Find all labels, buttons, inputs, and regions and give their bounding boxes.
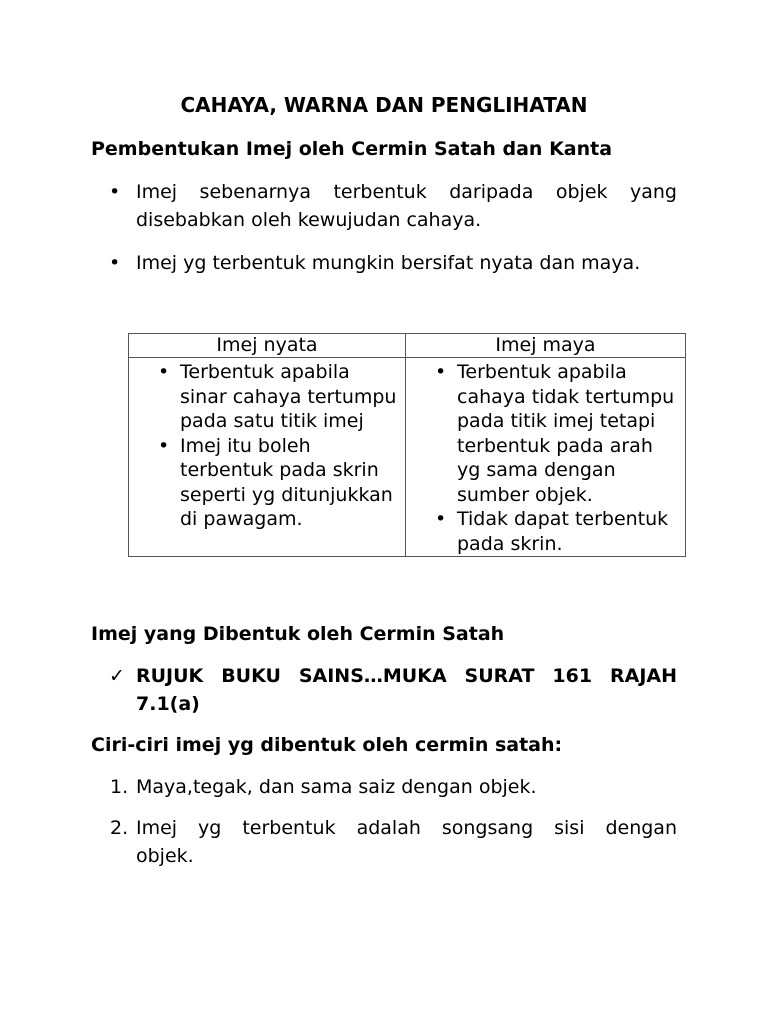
column-header-imej-nyata: Imej nyata <box>129 334 406 358</box>
list-item: • Terbentuk apabila sinar cahaya tertumpu pada satu titik imej <box>180 360 401 434</box>
item-text-line: objek. <box>136 845 194 867</box>
column-header-imej-maya: Imej maya <box>406 334 686 358</box>
bullet-icon: • <box>109 181 121 203</box>
list-item: • Imej itu boleh terbentuk pada skrin seperti yg ditunjukkan di pawagam. <box>180 434 401 532</box>
checkmark-icon: ✓ <box>109 665 125 687</box>
table-header-row <box>129 334 686 358</box>
table-cell-nyata <box>129 358 406 557</box>
check-text-line: RUJUK BUKU SAINS…MUKA SURAT 161 RAJAH <box>136 665 677 687</box>
section-heading-pembentukan: Pembentukan Imej oleh Cermin Satah dan Kanta <box>91 138 613 160</box>
comparison-table <box>128 333 686 557</box>
section-heading-cermin-satah: Imej yang Dibentuk oleh Cermin Satah <box>91 623 505 645</box>
table-row <box>129 358 686 557</box>
document-title: CAHAYA, WARNA DAN PENGLIHATAN <box>180 93 588 117</box>
table-cell-maya <box>406 358 686 557</box>
bullet-text-line: disebabkan oleh kewujudan cahaya. <box>136 209 482 231</box>
check-text-line: 7.1(a) <box>136 693 200 715</box>
bullet-text-line: Imej yg terbentuk mungkin bersifat nyata dan maya. <box>136 252 641 274</box>
section-heading-ciri-ciri: Ciri-ciri imej yg dibentuk oleh cermin satah: <box>91 734 563 756</box>
bullet-text-line: Imej sebenarnya terbentuk daripada objek yang <box>136 181 677 203</box>
maya-list <box>410 360 681 556</box>
nyata-list <box>133 360 401 532</box>
item-text-line: Maya,tegak, dan sama saiz dengan objek. <box>136 776 537 798</box>
list-item: • Terbentuk apabila cahaya tidak tertumpu pada titik imej tetapi terbentuk pada arah yg sama dengan sumber objek. <box>457 360 681 507</box>
item-number: 1. <box>110 776 129 798</box>
list-item: • Tidak dapat terbentuk pada skrin. <box>457 507 681 556</box>
item-text-line: Imej yg terbentuk adalah songsang sisi dengan <box>136 817 677 839</box>
bullet-icon: • <box>109 252 121 274</box>
item-number: 2. <box>110 817 129 839</box>
